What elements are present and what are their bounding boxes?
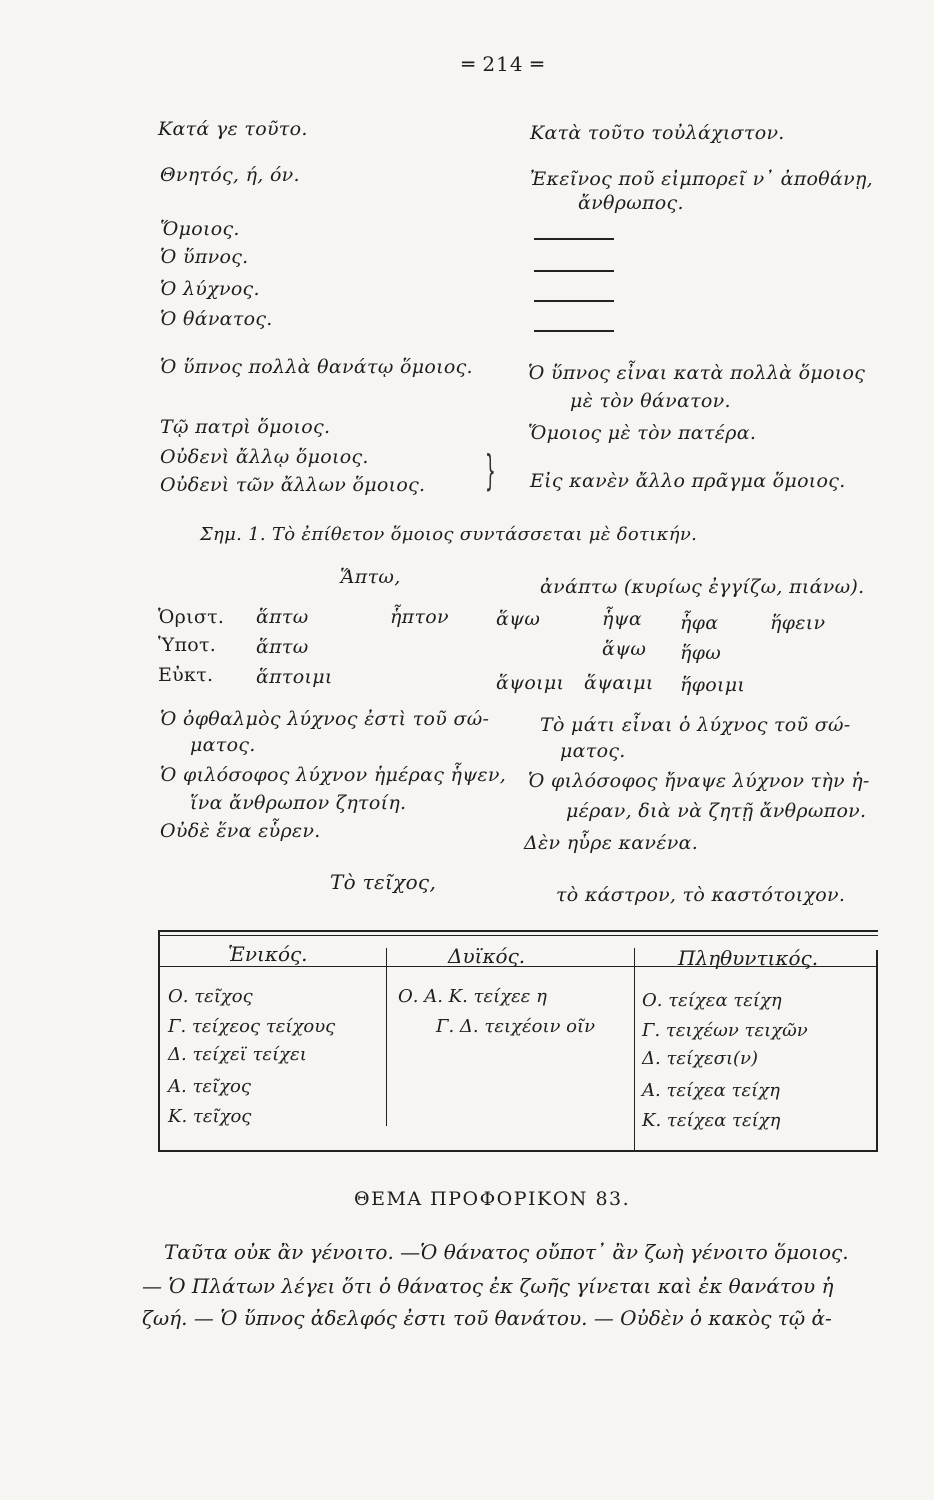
blank-dash-1	[534, 238, 614, 240]
theme-line-3: ζωή. — Ὁ ὕπνος ἀδελφός ἐστι τοῦ θανάτου. — Οὐδὲν ὁ κακὸς τῷ ἀ-	[142, 1306, 832, 1330]
conj-form: ἅπτω	[256, 636, 309, 658]
blank-dash-4	[534, 330, 614, 332]
block3-right-1: Τὸ μάτι εἶναι ὁ λύχνος τοῦ σώ-	[540, 714, 851, 736]
line-left-2: Θνητός, ή, όν.	[160, 164, 300, 186]
conj-form: ἅπτω	[256, 606, 309, 628]
list-left-2: Ὁ ὕπνος.	[160, 246, 249, 268]
conj-form: ἅπτοιμι	[256, 666, 333, 688]
conj-form: ἧψα	[602, 608, 643, 630]
header-plural: Πληθυντικός.	[678, 946, 819, 970]
block2-left-4: Οὐδενὶ τῶν ἄλλων ὅμοιος.	[160, 474, 426, 496]
block2-right-3: Εἰς κανὲν ἄλλο πρᾶγμα ὅμοιος.	[530, 470, 846, 492]
conj-form: ἥφοιμι	[680, 674, 746, 696]
list-left-3: Ὁ λύχνος.	[160, 278, 260, 300]
blank-dash-3	[534, 300, 614, 302]
block2-left-3: Οὐδενὶ ἄλλῳ ὅμοιος.	[160, 446, 369, 468]
verb-head-left: Ἅπτω,	[340, 566, 401, 588]
block3-left-2b: ἵνα ἄνθρωπον ζητοίη.	[190, 792, 407, 814]
block2-left-2: Τῷ πατρὶ ὅμοιος.	[160, 416, 331, 438]
plural-cell: Γ. τειχέων τειχῶν	[642, 1020, 808, 1041]
block3-right-2: Ὁ φιλόσοφος ἤναψε λύχνον τὴν ἡ-	[528, 770, 870, 792]
verb-head-right: ἀνάπτω (κυρίως ἐγγίζω, πιάνω).	[540, 576, 865, 598]
block2-right-1b: μὲ τὸν θάνατον.	[570, 390, 731, 412]
singular-cell: Γ. τείχεος τείχους	[168, 1016, 336, 1037]
block3-right-2b: μέραν, διὰ νὰ ζητῇ ἄνθρωπον.	[566, 800, 867, 822]
conj-label-subjunctive: Ὑποτ.	[158, 634, 217, 656]
theme-line-1: Ταῦτα οὐκ ἂν γένοιτο. —Ὁ θάνατος οὔποτ᾽ ἂν ζωὴ γένοιτο ὅμοιος.	[164, 1240, 849, 1264]
plural-cell: Ο. τείχεα τείχη	[642, 990, 782, 1011]
header-singular: Ἑνικός.	[228, 942, 308, 966]
dual-cell: Γ. Δ. τειχέοιν οῖν	[436, 1016, 596, 1037]
conj-form: ἅψαιμι	[584, 672, 654, 694]
header-dual: Δυϊκός.	[448, 944, 526, 968]
conj-form: ἧφα	[680, 612, 719, 634]
plural-cell: Α. τείχεα τείχη	[642, 1080, 780, 1101]
conj-form: ἅψω	[602, 638, 647, 660]
singular-cell: Α. τεῖχος	[168, 1076, 251, 1097]
plural-cell: Κ. τείχεα τείχη	[642, 1110, 781, 1131]
conj-form: ἥφω	[680, 642, 722, 664]
line-right-1: Κατὰ τοῦτο τοὐλάχιστον.	[530, 122, 785, 144]
curly-brace: }	[485, 446, 496, 495]
singular-cell: Ο. τεῖχος	[168, 986, 253, 1007]
conj-form: ἅψοιμι	[496, 672, 565, 694]
block3-left-3: Οὐδὲ ἕνα εὗρεν.	[160, 820, 321, 842]
line-right-2: Ἐκεῖνος ποῦ εἰμπορεῖ ν᾽ ἀποθάνῃ,	[530, 168, 873, 190]
teichos-right: τὸ κάστρον, τὸ καστότοιχον.	[556, 884, 846, 906]
blank-dash-2	[534, 270, 614, 272]
dual-cell: Ο. Α. Κ. τείχεε η	[398, 986, 547, 1007]
line-right-2b: ἄνθρωπος.	[578, 192, 684, 214]
conj-label-indicative: Ὁριστ.	[158, 606, 225, 628]
theme-title: ΘΕΜΑ ΠΡΟΦΟΡΙΚΟΝ 83.	[354, 1188, 631, 1210]
note-line: Σημ. 1. Τὸ ἐπίθετον ὅμοιος συντάσσεται μὲ δοτικήν.	[200, 524, 698, 545]
block2-left-1: Ὁ ὕπνος πολλὰ θανάτῳ ὅμοιος.	[160, 356, 473, 378]
block3-left-1: Ὁ ὀφθαλμὸς λύχνος ἐστὶ τοῦ σώ-	[160, 708, 490, 730]
conj-form: ἥφειν	[770, 612, 826, 634]
singular-cell: Κ. τεῖχος	[168, 1106, 252, 1127]
block3-right-1b: ματος.	[560, 740, 626, 762]
line-left-1: Κατά γε τοῦτο.	[158, 118, 308, 140]
list-left-4: Ὁ θάνατος.	[160, 308, 273, 330]
block3-right-3: Δὲν ηὗρε κανένα.	[524, 832, 699, 854]
block3-left-2: Ὁ φιλόσοφος λύχνον ἡμέρας ἧψεν,	[160, 764, 507, 786]
declension-table	[158, 930, 878, 1155]
conj-form: ἧπτον	[390, 606, 449, 628]
plural-cell: Δ. τείχεσι(ν)	[642, 1048, 759, 1069]
page-number: ═ 214 ═	[462, 52, 544, 76]
theme-line-2: — Ὁ Πλάτων λέγει ὅτι ὁ θάνατος ἐκ ζωῆς γίνεται καὶ ἐκ θανάτου ἡ	[142, 1274, 834, 1298]
block2-right-1: Ὁ ὕπνος εἶναι κατὰ πολλὰ ὅμοιος	[528, 362, 866, 384]
teichos-left: Τὸ τεῖχος,	[330, 870, 437, 894]
conj-form: ἅψω	[496, 608, 541, 630]
block2-right-2: Ὅμοιος μὲ τὸν πατέρα.	[528, 422, 757, 444]
conj-label-optative: Εὐκτ.	[158, 664, 214, 686]
block3-left-1b: ματος.	[190, 734, 256, 756]
list-left-1: Ὅμοιος.	[160, 218, 240, 240]
singular-cell: Δ. τείχεϊ τείχει	[168, 1044, 307, 1065]
